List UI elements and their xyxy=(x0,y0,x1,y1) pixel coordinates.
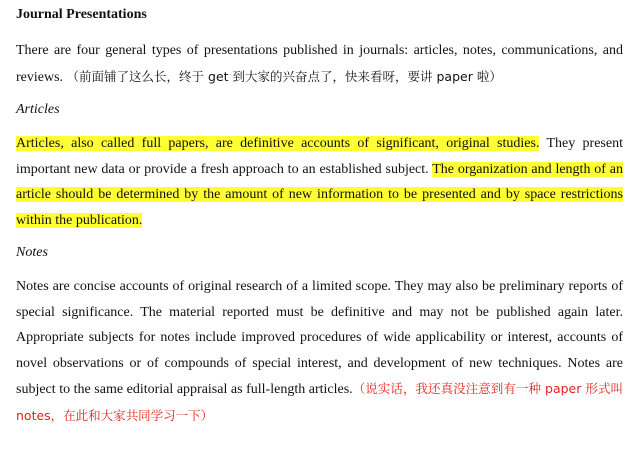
notes-paragraph xyxy=(16,274,623,429)
page-title: Journal Presentations xyxy=(16,7,147,22)
highlighted-sentence-2: The organization and length of an article should be determined by the amount of new information to be presented and by space restrictions within the publication. xyxy=(16,161,623,228)
highlighted-sentence-1: Articles, also called full papers, are definitive accounts of significant, original studies. xyxy=(16,136,540,151)
section-title-articles: Articles xyxy=(16,102,60,117)
notes-comment: （说实话，我还真没注意到有一种 paper 形式叫 notes，在此和大家共同学习一下） xyxy=(16,381,623,423)
articles-middle-text: They present important new data or provide a fresh approach to an established subject. xyxy=(16,136,623,177)
intro-comment: （前面铺了这么长，终于 get 到大家的兴奋点了，快来看呀，要讲 paper 啦） xyxy=(66,68,502,84)
articles-paragraph xyxy=(16,131,623,233)
notes-text: Notes are concise accounts of original research of a limited scope. They may also be preliminary reports of special significance. The material reported must be definitive and may not be published again later. Appropriate subjects for notes include improved procedures of wide applicability or interest, accounts of novel observations or of compounds of special interest, and development of new techniques. Notes are subject to the same editorial appraisal as full-length articles. xyxy=(16,279,623,397)
section-title-notes: Notes xyxy=(16,245,48,260)
intro-text: There are four general types of presentations published in journals: articles, notes, communications, and reviews. xyxy=(16,43,623,85)
intro-paragraph xyxy=(16,38,623,90)
